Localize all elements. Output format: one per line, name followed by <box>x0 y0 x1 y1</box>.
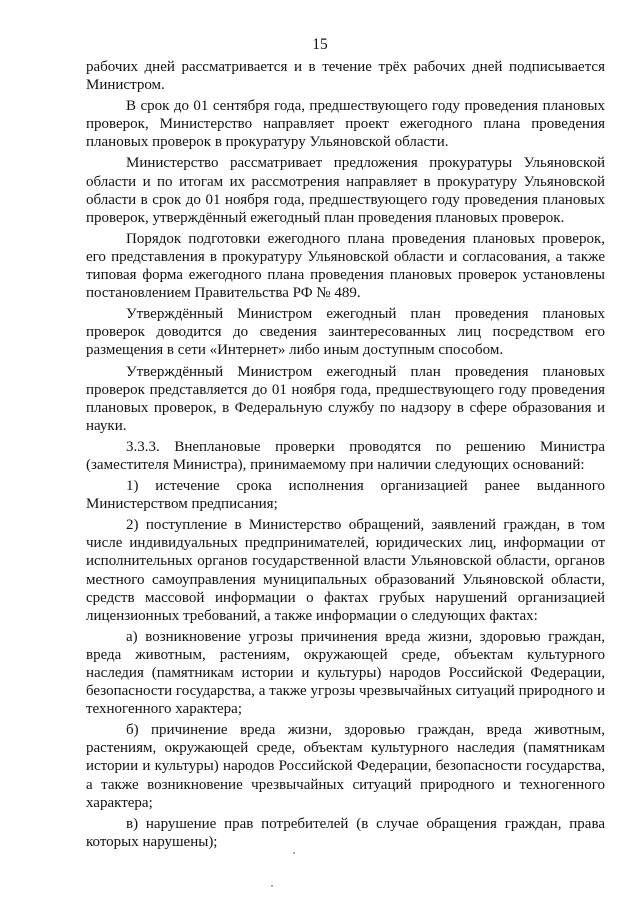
paragraph-continuation: рабочих дней рассматривается и в течение трёх рабочих дней подписывается Министром. <box>86 59 605 94</box>
page-number: 15 <box>312 36 328 53</box>
paragraph: Утверждённый Министром ежегодный план проведения плановых проверок доводится до сведения заинтересованных лиц посредством его размещения в сети «Интернет» либо иным доступным способом. <box>86 306 605 359</box>
paragraph: Утверждённый Министром ежегодный план проведения плановых проверок представляется до 01 ноября года, предшествующего году проведения плановых проверок, в Федеральную службу по надзору в сфере образования и науки. <box>86 363 605 434</box>
list-item-v: в) нарушение прав потребителей (в случае обращения граждан, права которых нарушены); <box>86 815 605 850</box>
paragraph: Порядок подготовки ежегодного плана проведения плановых проверок, его представления в прокуратуру Ульяновской области и согласования, а также типовая форма ежегодного плана проведения плановых проверок установлены постановлением Правительства РФ № 489. <box>86 230 605 302</box>
scan-speck <box>271 885 273 887</box>
paragraph: В срок до 01 сентября года, предшествующего году проведения плановых проверок, Министерство направляет проект ежегодного плана проведения плановых проверок в прокуратуру Ульяновской области. <box>86 98 605 151</box>
paragraph-section-3-3-3: 3.3.3. Внеплановые проверки проводятся по решению Министра (заместителя Министра), принимаемому при наличии следующих оснований: <box>86 438 605 473</box>
list-item-1: 1) истечение срока исполнения организацией ранее выданного Министерством предписания; <box>86 478 605 513</box>
paragraph: Министерство рассматривает предложения прокуратуры Ульяновской области и по итогам их рассмотрения направляет в прокуратуру Ульяновской области в срок до 01 ноября года, предшествующего году проведения плановых проверок, утверждённый ежегодный план проведения плановых проверок. <box>86 155 605 226</box>
list-item-2: 2) поступление в Министерство обращений, заявлений граждан, в том числе индивидуальных предпринимателей, юридических лиц, информации от исполнительных органов государственной власти Ульяновской области, органов местного самоуправления муниципальных образований Ульяновской области, средств массовой информации о фактах грубых нарушений организацией лицензионных требований, а также информации о следующих фактах: <box>86 517 605 624</box>
scan-speck <box>293 852 295 854</box>
list-item-a: а) возникновение угрозы причинения вреда жизни, здоровью граждан, вреда животным, растениям, окружающей среде, объектам культурного наследия (памятникам истории и культуры) народов Российской Федерации, безопасности государства, а также угрозы чрезвычайных ситуаций природного и техногенного характера; <box>86 628 605 718</box>
list-item-b: б) причинение вреда жизни, здоровью граждан, вреда животным, растениям, окружающей среде, объектам культурного наследия (памятникам истории и культуры) народов Российской Федерации, безопасности государства, а также возникновение чрезвычайных ситуаций природного и техногенного характера; <box>86 722 605 811</box>
document-body <box>86 58 605 854</box>
